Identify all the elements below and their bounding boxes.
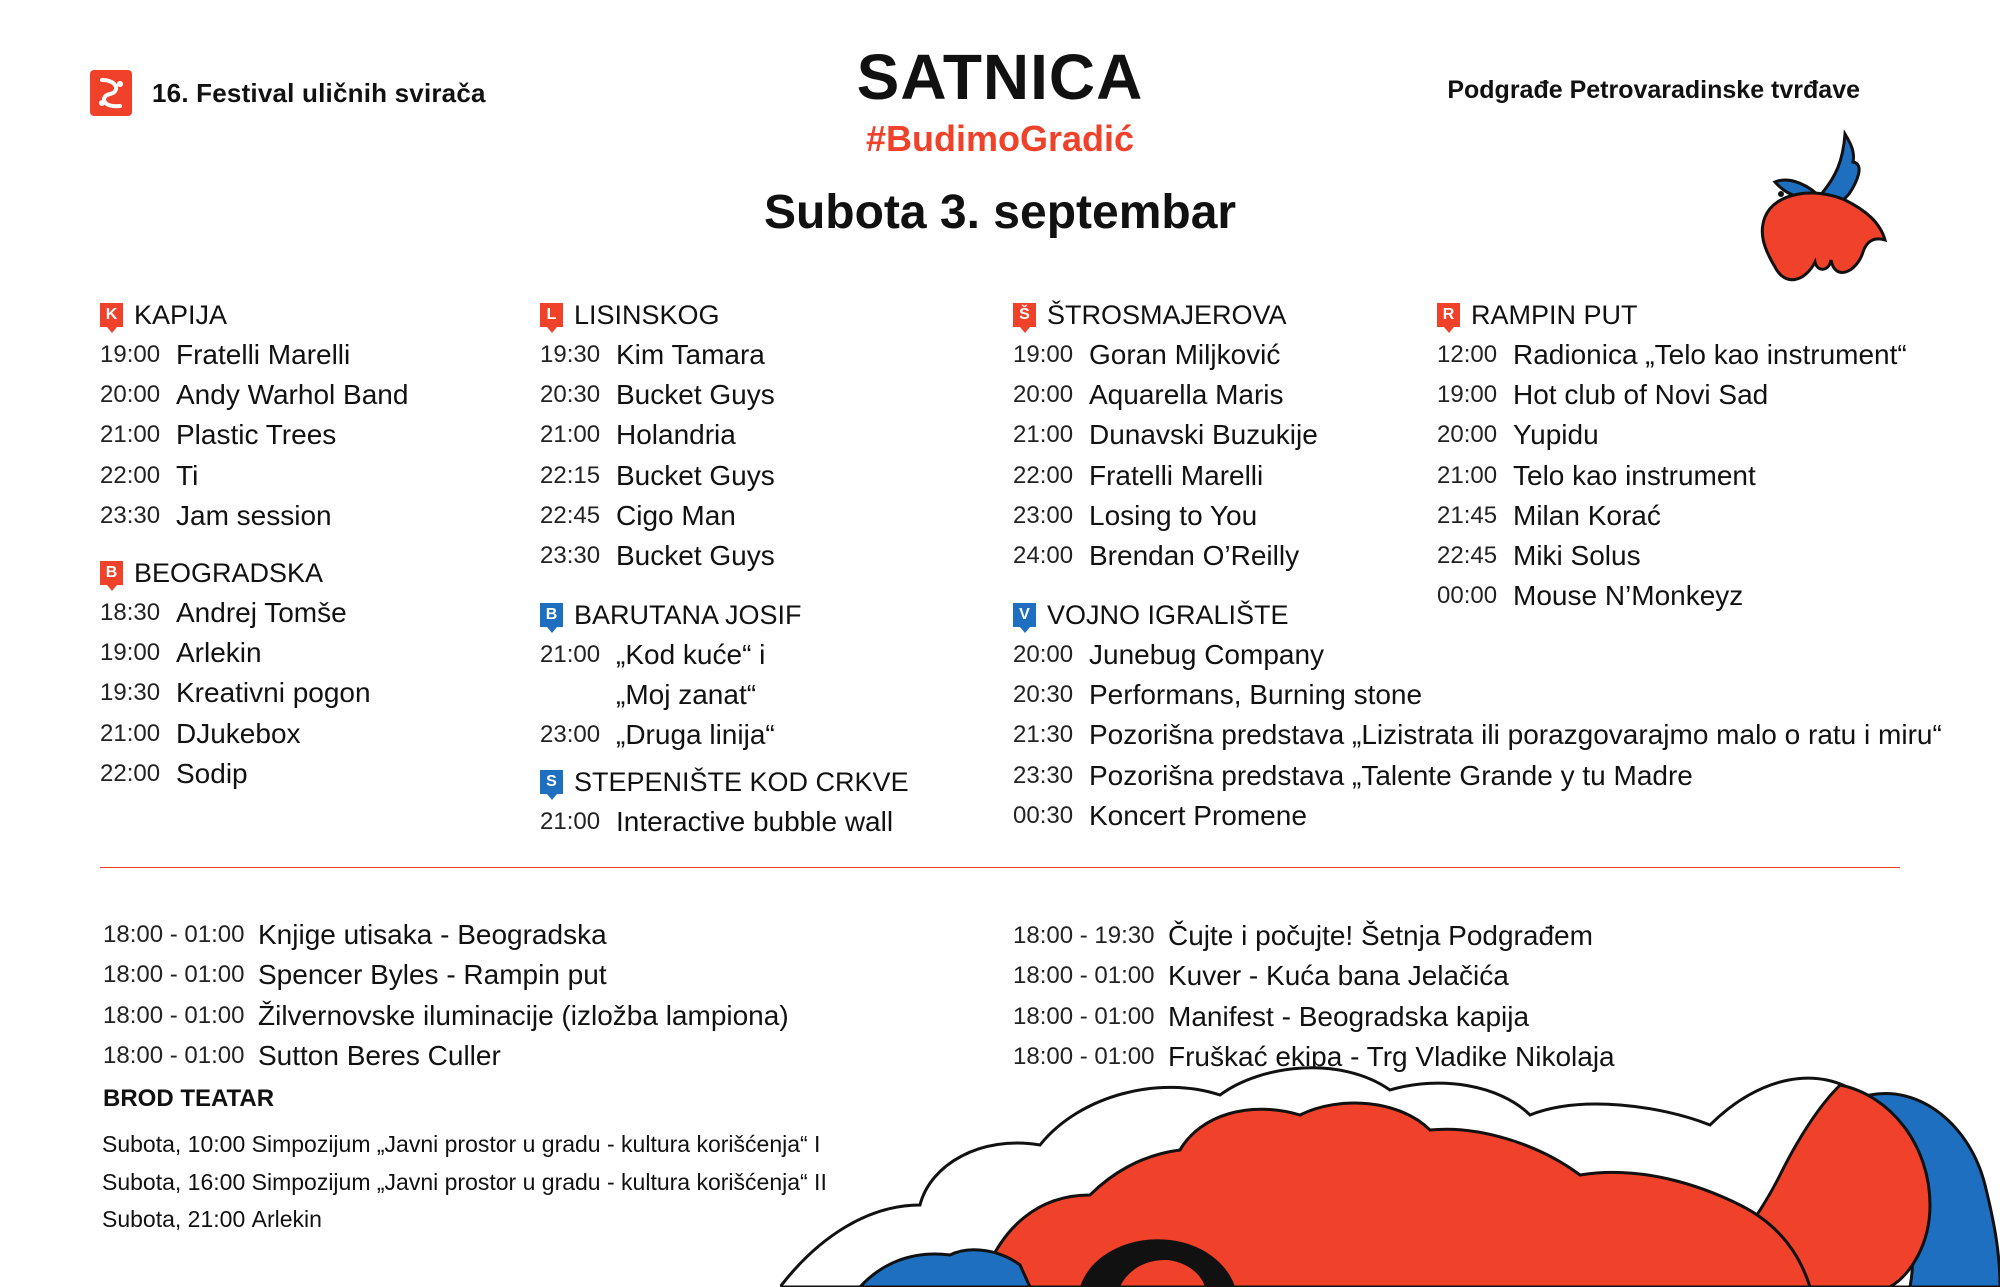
decorative-wave-illustration-icon <box>780 1055 2000 1287</box>
act: Yupidu <box>1513 419 1599 451</box>
act: Aquarella Maris <box>1089 379 1284 411</box>
festival-name: 16. Festival uličnih svirača <box>152 77 486 108</box>
event-title: Arlekin <box>251 1206 322 1233</box>
time: 21:00 <box>100 719 161 747</box>
time: 21:00 <box>1437 461 1498 489</box>
schedule-row <box>540 715 802 755</box>
time: 19:00 <box>100 341 161 369</box>
time: 21:00 <box>1013 421 1074 449</box>
schedule-row <box>540 415 775 455</box>
time-range: 18:00 - 01:00 <box>103 961 245 989</box>
venue-title: VOJNO IGRALIŠTE <box>1047 599 1289 630</box>
schedule-row <box>100 754 371 794</box>
schedule-row <box>1013 675 1942 715</box>
venue-beogradska <box>100 553 371 794</box>
time: 22:45 <box>540 501 601 529</box>
list-item <box>1013 956 1615 996</box>
location-label: Podgrađe Petrovaradinske tvrđave <box>1447 76 1860 104</box>
act: Sodip <box>176 757 248 789</box>
act: Dunavski Buzukije <box>1089 419 1318 451</box>
time: 20:30 <box>1013 681 1074 709</box>
venue-stepeniste <box>540 762 909 842</box>
time: 24:00 <box>1013 542 1074 570</box>
venue-vojno-igraliste <box>1013 595 1942 836</box>
venue-title: STEPENIŠTE KOD CRKVE <box>574 766 909 797</box>
time: 23:30 <box>540 542 601 570</box>
schedule-row <box>1013 715 1942 755</box>
time-range: 18:00 - 01:00 <box>103 921 245 949</box>
schedule-row <box>1013 456 1318 496</box>
schedule-row <box>100 673 371 713</box>
act: Pozorišna predstava „Talente Grande y tu Madre <box>1089 759 1693 791</box>
time-range: 18:00 - 01:00 <box>103 1001 245 1029</box>
act: Brendan O’Reilly <box>1089 540 1300 572</box>
time: 20:00 <box>1013 381 1074 409</box>
schedule-row <box>1013 796 1942 836</box>
all-day-left-list <box>103 915 789 1076</box>
schedule-row <box>1437 536 1907 576</box>
event-title: Simpozijum „Javni prostor u gradu - kultura korišćenja“ I <box>251 1131 821 1158</box>
brod-teatar-list <box>102 1126 827 1239</box>
list-item <box>102 1164 827 1202</box>
map-pin-s-icon: S <box>540 770 563 794</box>
all-day-right-list <box>1013 916 1615 1077</box>
schedule-row <box>540 675 802 715</box>
time: 19:30 <box>540 341 601 369</box>
act: Interactive bubble wall <box>616 806 894 838</box>
dove-illustration-icon <box>1745 122 1895 302</box>
time: 21:00 <box>540 641 601 669</box>
venue-title: KAPIJA <box>134 299 228 330</box>
event-title: Kuver - Kuća bana Jelačića <box>1168 960 1509 992</box>
event-title: Simpozijum „Javni prostor u gradu - kultura korišćenja“ II <box>251 1168 827 1195</box>
schedule-row <box>540 802 909 842</box>
act: Pozorišna predstava „Lizistrata ili porazgovarajmo malo o ratu i miru“ <box>1089 719 1942 751</box>
time: 00:00 <box>1437 582 1498 610</box>
act: Miki Solus <box>1513 540 1641 572</box>
venue-title: BEOGRADSKA <box>134 557 324 588</box>
venue-barutana <box>540 595 802 756</box>
act: Fratelli Marelli <box>1089 459 1264 491</box>
schedule-row <box>100 375 408 415</box>
act: Goran Miljković <box>1089 339 1281 371</box>
act: Bucket Guys <box>616 540 775 572</box>
schedule-row <box>1437 375 1907 415</box>
section-divider <box>100 867 1900 868</box>
schedule-row <box>100 415 408 455</box>
schedule-row <box>100 496 408 536</box>
map-pin-k-icon: K <box>100 303 123 327</box>
list-item <box>103 996 789 1036</box>
schedule-row <box>1013 635 1942 675</box>
schedule-row <box>540 335 775 375</box>
time-range: 18:00 - 01:00 <box>1013 962 1155 990</box>
schedule-row <box>1437 496 1907 536</box>
map-pin-l-icon: L <box>540 303 563 327</box>
act: Andy Warhol Band <box>176 379 409 411</box>
event-title: Čujte i počujte! Šetnja Podgrađem <box>1168 920 1593 952</box>
list-item <box>1013 997 1615 1037</box>
act: Ti <box>176 459 199 491</box>
act: Radionica „Telo kao instrument“ <box>1513 339 1907 371</box>
schedule-row <box>1437 456 1907 496</box>
schedule-row <box>1437 576 1907 616</box>
event-title: Žilvernovske iluminacije (izložba lampiona) <box>258 999 789 1031</box>
time: 20:00 <box>100 381 161 409</box>
schedule-row <box>1013 415 1318 455</box>
time: 21:00 <box>100 421 161 449</box>
time: 22:00 <box>1013 461 1074 489</box>
time: 20:30 <box>540 381 601 409</box>
map-pin-r-icon: R <box>1437 303 1460 327</box>
act: Bucket Guys <box>616 459 775 491</box>
act: Losing to You <box>1089 499 1258 531</box>
schedule-row <box>1013 375 1318 415</box>
act: Kreativni pogon <box>176 677 371 709</box>
venue-lisinskog <box>540 295 775 576</box>
event-title: Manifest - Beogradska kapija <box>1168 1000 1530 1032</box>
map-pin-b-icon: B <box>540 603 563 627</box>
act: DJukebox <box>176 717 301 749</box>
day-time: Subota, 21:00 <box>102 1206 246 1233</box>
act: Jam session <box>176 499 332 531</box>
act: Kim Tamara <box>616 339 765 371</box>
schedule-row <box>540 496 775 536</box>
map-pin-s-icon: Š <box>1013 303 1036 327</box>
schedule-row <box>1013 536 1318 576</box>
time: 22:00 <box>100 461 161 489</box>
time: 22:45 <box>1437 542 1498 570</box>
act: „Druga linija“ <box>616 719 775 751</box>
page-title: SATNICA <box>856 41 1144 113</box>
day-time: Subota, 16:00 <box>102 1168 246 1195</box>
act: „Kod kuće“ i <box>616 639 766 671</box>
venue-title: RAMPIN PUT <box>1471 299 1638 330</box>
map-pin-b-icon: B <box>100 561 123 585</box>
hashtag: #BudimoGradić <box>865 118 1135 159</box>
act: Hot club of Novi Sad <box>1513 379 1769 411</box>
time: 21:00 <box>540 808 601 836</box>
time: 21:30 <box>1013 721 1074 749</box>
act: Andrej Tomše <box>176 597 347 629</box>
schedule-row <box>1013 756 1942 796</box>
act: Bucket Guys <box>616 379 775 411</box>
event-title: Sutton Beres Culler <box>258 1040 501 1072</box>
schedule-row <box>1013 335 1318 375</box>
date-heading: Subota 3. septembar <box>763 186 1237 239</box>
event-title: Spencer Byles - Rampin put <box>258 959 607 991</box>
schedule-row <box>1013 496 1318 536</box>
schedule-row <box>540 536 775 576</box>
act: Milan Korać <box>1513 499 1661 531</box>
brod-teatar-heading: BROD TEATAR <box>103 1085 275 1112</box>
time: 23:30 <box>1013 761 1074 789</box>
time: 22:00 <box>100 759 161 787</box>
time: 22:15 <box>540 461 601 489</box>
act: Cigo Man <box>616 499 736 531</box>
list-item <box>1013 916 1615 956</box>
schedule-row <box>100 335 408 375</box>
time: 12:00 <box>1437 341 1498 369</box>
venue-strosmajerova <box>1013 295 1318 576</box>
schedule-row <box>1437 335 1907 375</box>
schedule-row <box>540 456 775 496</box>
list-item <box>103 955 789 995</box>
time-range: 18:00 - 19:30 <box>1013 922 1155 950</box>
venue-title: BARUTANA JOSIF <box>574 599 802 630</box>
venue-title: LISINSKOG <box>574 299 720 330</box>
time-range: 18:00 - 01:00 <box>1013 1043 1155 1071</box>
list-item <box>102 1201 827 1239</box>
act: Telo kao instrument <box>1513 459 1756 491</box>
venue-rampin-put <box>1437 295 1907 616</box>
act: Fratelli Marelli <box>176 339 351 371</box>
time-range: 18:00 - 01:00 <box>103 1042 245 1070</box>
time: 23:30 <box>100 501 161 529</box>
list-item <box>103 1036 789 1076</box>
schedule-row <box>540 635 802 675</box>
time: 20:00 <box>1013 641 1074 669</box>
list-item <box>103 915 789 955</box>
act: Koncert Promene <box>1089 799 1307 831</box>
time: 23:00 <box>540 721 601 749</box>
time: 00:30 <box>1013 801 1074 829</box>
time: 21:00 <box>540 421 601 449</box>
act: Mouse N’Monkeyz <box>1513 580 1744 612</box>
schedule-row <box>540 375 775 415</box>
act: Plastic Trees <box>176 419 337 451</box>
act: Performans, Burning stone <box>1089 679 1423 711</box>
venue-title: ŠTROSMAJEROVA <box>1047 299 1287 330</box>
schedule-row <box>100 633 371 673</box>
act: Junebug Company <box>1089 639 1325 671</box>
day-time: Subota, 10:00 <box>102 1131 246 1158</box>
schedule-row <box>100 456 408 496</box>
time: 23:00 <box>1013 501 1074 529</box>
schedule-row <box>100 593 371 633</box>
event-title: Fruškać ekipa - Trg Vladike Nikolaja <box>1168 1041 1615 1073</box>
time-range: 18:00 - 01:00 <box>1013 1002 1155 1030</box>
schedule-row <box>100 714 371 754</box>
map-pin-v-icon: V <box>1013 603 1036 627</box>
schedule-row <box>1437 415 1907 455</box>
time: 20:00 <box>1437 421 1498 449</box>
list-item <box>102 1126 827 1164</box>
act: Holandria <box>616 419 736 451</box>
event-title: Knjige utisaka - Beogradska <box>258 919 607 951</box>
time: 18:30 <box>100 599 161 627</box>
time: 19:00 <box>100 639 161 667</box>
venue-kapija <box>100 295 408 536</box>
time: 21:45 <box>1437 501 1498 529</box>
time: 19:30 <box>100 679 161 707</box>
act: „Moj zanat“ <box>616 679 757 711</box>
time: 19:00 <box>1013 341 1074 369</box>
time: 19:00 <box>1437 381 1498 409</box>
act: Arlekin <box>176 637 262 669</box>
